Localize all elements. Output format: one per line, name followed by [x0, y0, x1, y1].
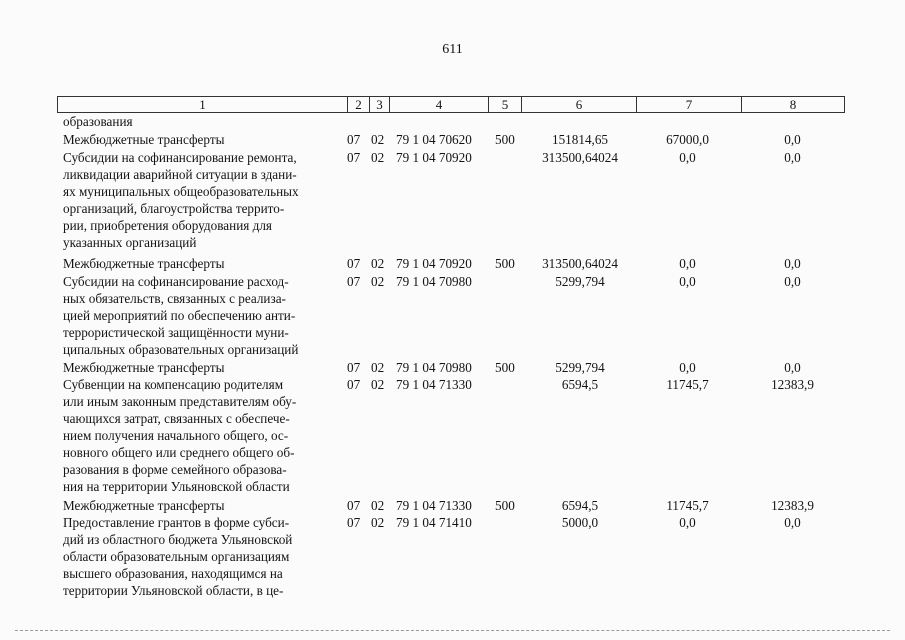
- row-amount-8: 0,0: [784, 515, 801, 530]
- row-subsection: 02: [371, 256, 385, 271]
- row-description: Субвенции на компенсацию родителям или иным законным представителям обу- чающихся затрат, связанных с обеспече- нием получения начального общего, ос- новного общего или среднего общего об- разования в форме семейного образова- ния на территории Ульяновской области: [63, 377, 297, 494]
- row-section: 07: [347, 256, 361, 271]
- row-amount-7: 11745,7: [666, 377, 709, 392]
- row-subsection: 02: [371, 498, 385, 513]
- row-amount-6: 5299,794: [555, 274, 605, 289]
- row-target-code: 79 1 04 70920: [396, 150, 472, 165]
- table-header: [57, 96, 845, 113]
- row-description: Межбюджетные трансферты: [63, 256, 225, 271]
- row-target-code: 79 1 04 70920: [396, 256, 472, 271]
- row-target-code: 79 1 04 71330: [396, 498, 472, 513]
- row-subsection: 02: [371, 132, 385, 147]
- row-amount-6: 151814,65: [551, 132, 609, 147]
- row-description: образования: [63, 114, 133, 129]
- header-col-1: 1: [199, 97, 206, 112]
- row-section: 07: [347, 360, 361, 375]
- row-subsection: 02: [371, 150, 385, 165]
- header-col-8: 8: [789, 97, 797, 112]
- row-target-code: 79 1 04 70980: [396, 274, 472, 289]
- row-amount-7: 0,0: [679, 150, 696, 165]
- row-section: 07: [347, 515, 361, 530]
- row-description: Субсидии на софинансирование расход- ных обязательств, связанных с реализа- цией мероприятий по обеспечению анти- террористической защищённости муни- ципальных образовательных организаций: [63, 274, 299, 357]
- header-col-5: 5: [501, 97, 509, 112]
- row-section: 07: [347, 132, 361, 147]
- row-expense-type: 500: [495, 360, 515, 375]
- row-amount-7: 0,0: [679, 256, 696, 271]
- header-col-6: 6: [575, 97, 583, 112]
- row-description: Межбюджетные трансферты: [63, 360, 225, 375]
- row-section: 07: [347, 150, 361, 165]
- row-amount-6: 5000,0: [561, 515, 599, 530]
- row-amount-7: 67000,0: [666, 132, 709, 147]
- row-amount-6: 313500,64024: [542, 150, 618, 165]
- row-amount-6: 313500,64024: [542, 256, 618, 271]
- row-section: 07: [347, 274, 361, 289]
- row-amount-8: 12383,9: [771, 498, 814, 513]
- row-amount-7: 11745,7: [666, 498, 709, 513]
- header-col-2: 2: [355, 97, 362, 112]
- row-expense-type: 500: [495, 132, 515, 147]
- row-amount-8: 12383,9: [771, 377, 814, 392]
- row-subsection: 02: [371, 377, 385, 392]
- row-amount-8: 0,0: [784, 256, 801, 271]
- row-subsection: 02: [371, 274, 385, 289]
- row-subsection: 02: [371, 360, 385, 375]
- row-amount-7: 0,0: [679, 360, 696, 375]
- row-amount-7: 0,0: [679, 515, 696, 530]
- row-description: Межбюджетные трансферты: [63, 498, 225, 513]
- row-amount-7: 0,0: [679, 274, 696, 289]
- page-bottom-edge: [15, 630, 890, 631]
- row-target-code: 79 1 04 71410: [396, 515, 472, 530]
- row-expense-type: 500: [495, 256, 515, 271]
- row-amount-8: 0,0: [784, 132, 801, 147]
- row-section: 07: [347, 498, 361, 513]
- row-amount-8: 0,0: [784, 360, 801, 375]
- header-col-3: 3: [376, 97, 383, 112]
- row-expense-type: 500: [495, 498, 515, 513]
- row-target-code: 79 1 04 71330: [396, 377, 472, 392]
- row-subsection: 02: [371, 515, 385, 530]
- row-section: 07: [347, 377, 361, 392]
- row-amount-8: 0,0: [784, 274, 801, 289]
- row-target-code: 79 1 04 70980: [396, 360, 472, 375]
- header-col-7: 7: [685, 97, 693, 112]
- row-target-code: 79 1 04 70620: [396, 132, 472, 147]
- row-description: Межбюджетные трансферты: [63, 132, 225, 147]
- row-amount-6: 6594,5: [561, 498, 599, 513]
- row-amount-6: 6594,5: [561, 377, 599, 392]
- row-amount-6: 5299,794: [555, 360, 605, 375]
- page-number: 611: [442, 42, 463, 57]
- header-col-4: 4: [435, 97, 443, 112]
- row-description: Предоставление грантов в форме субси- дий из областного бюджета Ульяновской области образовательным организациям высшего образования, находящимся на территории Ульяновской области, в це-: [63, 515, 293, 598]
- row-amount-8: 0,0: [784, 150, 801, 165]
- row-description: Субсидии на софинансирование ремонта, ликвидации аварийной ситуации в здани- ях муниципальных общеобразовательных организаций, благоустройства террито- рии, приобретения оборудования для указанных организаций: [63, 150, 299, 250]
